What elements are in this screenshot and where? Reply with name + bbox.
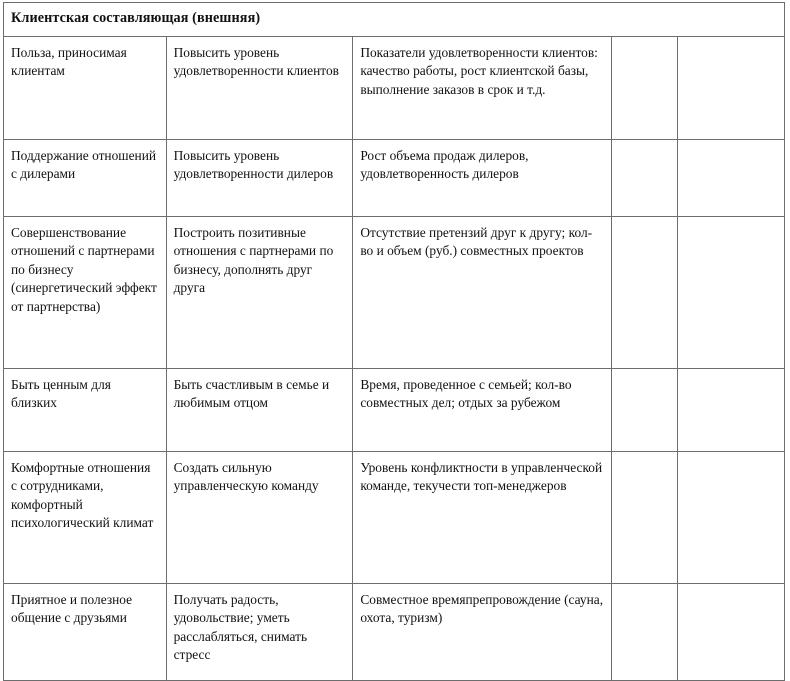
cell-col4 [612,139,677,216]
cell-objective: Построить позитивные отношения с партнерами по бизнесу, дополнять друг друга [166,216,353,368]
cell-indicator: Отсутствие претензий друг к другу; кол-во и объем (руб.) совместных проектов [353,216,612,368]
cell-objective: Повысить уровень удовлетворенности клиентов [166,36,353,139]
table-row [4,583,785,680]
cell-objective: Повысить уровень удовлетворенности дилеров [166,139,353,216]
table-row [4,139,785,216]
cell-objective: Создать сильную управленческую команду [166,451,353,583]
cell-goal: Быть ценным для близких [4,368,167,451]
cell-col5 [677,36,784,139]
section-title: Клиентская составляющая (внешняя) [4,3,785,37]
cell-goal: Приятное и полезное общение с друзьями [4,583,167,680]
cell-col5 [677,139,784,216]
cell-goal: Польза, приносимая клиентам [4,36,167,139]
cell-col4 [612,216,677,368]
cell-col5 [677,216,784,368]
balanced-scorecard-table [3,2,785,681]
cell-col4 [612,451,677,583]
cell-indicator: Показатели удовлетворенности клиентов: качество работы, рост клиентской базы, выполнение заказов в срок и т.д. [353,36,612,139]
cell-col4 [612,583,677,680]
table-row [4,368,785,451]
cell-goal: Совершенствование отношений с партнерами по бизнесу (синергетический эффект от партнерства) [4,216,167,368]
cell-indicator: Уровень конфликтности в управленческой команде, текучести топ-менеджеров [353,451,612,583]
cell-col5 [677,583,784,680]
cell-indicator: Время, проведенное с семьей; кол-во совместных дел; отдых за рубежом [353,368,612,451]
table-row [4,216,785,368]
cell-goal: Комфортные отношения с сотрудниками, комфортный психологический климат [4,451,167,583]
table-row [4,36,785,139]
cell-col4 [612,36,677,139]
cell-col4 [612,368,677,451]
table-section-header-row [4,3,785,37]
cell-indicator: Совместное времяпрепровождение (сауна, охота, туризм) [353,583,612,680]
table-row [4,451,785,583]
cell-indicator: Рост объема продаж дилеров, удовлетворенность дилеров [353,139,612,216]
cell-col5 [677,368,784,451]
cell-objective: Получать радость, удовольствие; уметь расслабляться, снимать стресс [166,583,353,680]
cell-goal: Поддержание отношений с дилерами [4,139,167,216]
cell-objective: Быть счастливым в семье и любимым отцом [166,368,353,451]
cell-col5 [677,451,784,583]
